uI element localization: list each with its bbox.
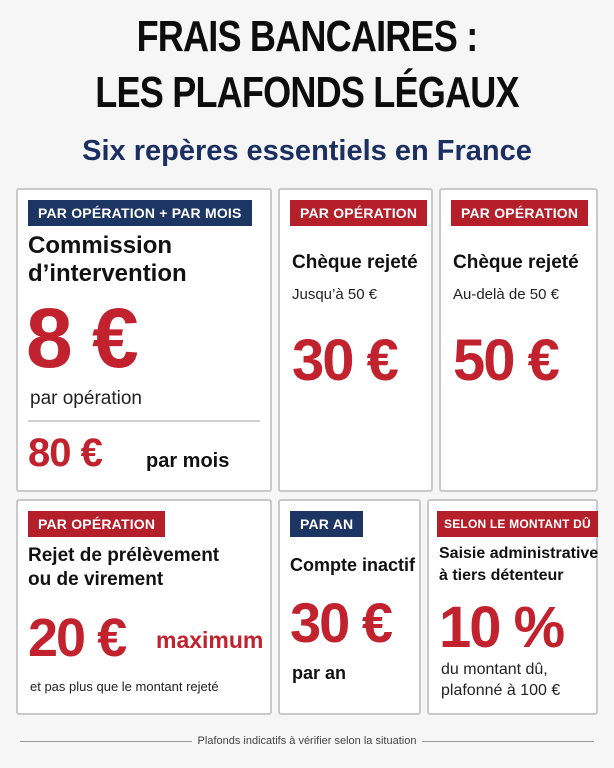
card-tag: PAR OPÉRATION	[28, 511, 165, 537]
card-title-line-1: Commission	[28, 232, 173, 259]
card-caption-line-2: plafonné à 100 €	[441, 682, 561, 699]
footer-note-text: Plafonds indicatifs à vérifier selon la situation	[192, 735, 423, 747]
card-amount-caption: par an	[292, 663, 347, 683]
card-tag: PAR OPÉRATION	[451, 200, 588, 226]
card-title: Chèque rejeté	[453, 252, 579, 273]
card-monthly-caption: par mois	[146, 450, 230, 472]
card-caption-line-1: du montant dû,	[441, 661, 548, 678]
page-title-line-2: LES PLAFONDS LÉGAUX	[95, 68, 519, 117]
card-monthly-amount: 80 €	[28, 431, 102, 475]
card-cheque-au-dela-50	[439, 188, 598, 492]
page-subtitle: Six repères essentiels en France	[82, 135, 532, 167]
card-note: et pas plus que le montant rejeté	[30, 679, 219, 694]
card-divider	[28, 420, 260, 422]
card-amount-suffix: maximum	[156, 627, 264, 653]
card-title-line-2: à tiers détenteur	[439, 567, 564, 584]
card-tag: PAR OPÉRATION	[290, 200, 427, 226]
card-compte-inactif	[278, 499, 421, 715]
card-amount: 8 €	[26, 291, 137, 385]
page-title-line-1: FRAIS BANCAIRES :	[136, 12, 478, 61]
card-title-line-2: ou de virement	[28, 569, 164, 590]
card-title: Chèque rejeté	[292, 252, 418, 273]
card-cheque-jusqua-50	[278, 188, 433, 492]
card-tag: PAR AN	[290, 511, 363, 537]
card-amount: 30 €	[290, 591, 391, 654]
card-tag: SELON LE MONTANT DÛ	[437, 511, 598, 537]
card-commission-intervention	[16, 188, 272, 492]
card-title: Compte inactif	[290, 555, 416, 575]
card-condition: Au-delà de 50 €	[453, 286, 559, 303]
card-tag: PAR OPÉRATION + PAR MOIS	[28, 200, 252, 226]
card-title-line-1: Rejet de prélèvement	[28, 545, 220, 566]
card-amount: 30 €	[292, 328, 397, 393]
card-title-line-1: Saisie administrative	[439, 545, 599, 562]
card-amount: 20 €	[28, 608, 126, 668]
card-amount: 10 %	[439, 595, 564, 660]
footer-note	[0, 733, 614, 749]
card-title-line-2: d’intervention	[28, 260, 187, 287]
card-saisie-administrative	[427, 499, 598, 715]
card-amount: 50 €	[453, 328, 558, 393]
card-amount-caption: par opération	[30, 388, 142, 409]
card-condition: Jusqu’à 50 €	[292, 286, 378, 303]
card-rejet-prelevement	[16, 499, 272, 715]
